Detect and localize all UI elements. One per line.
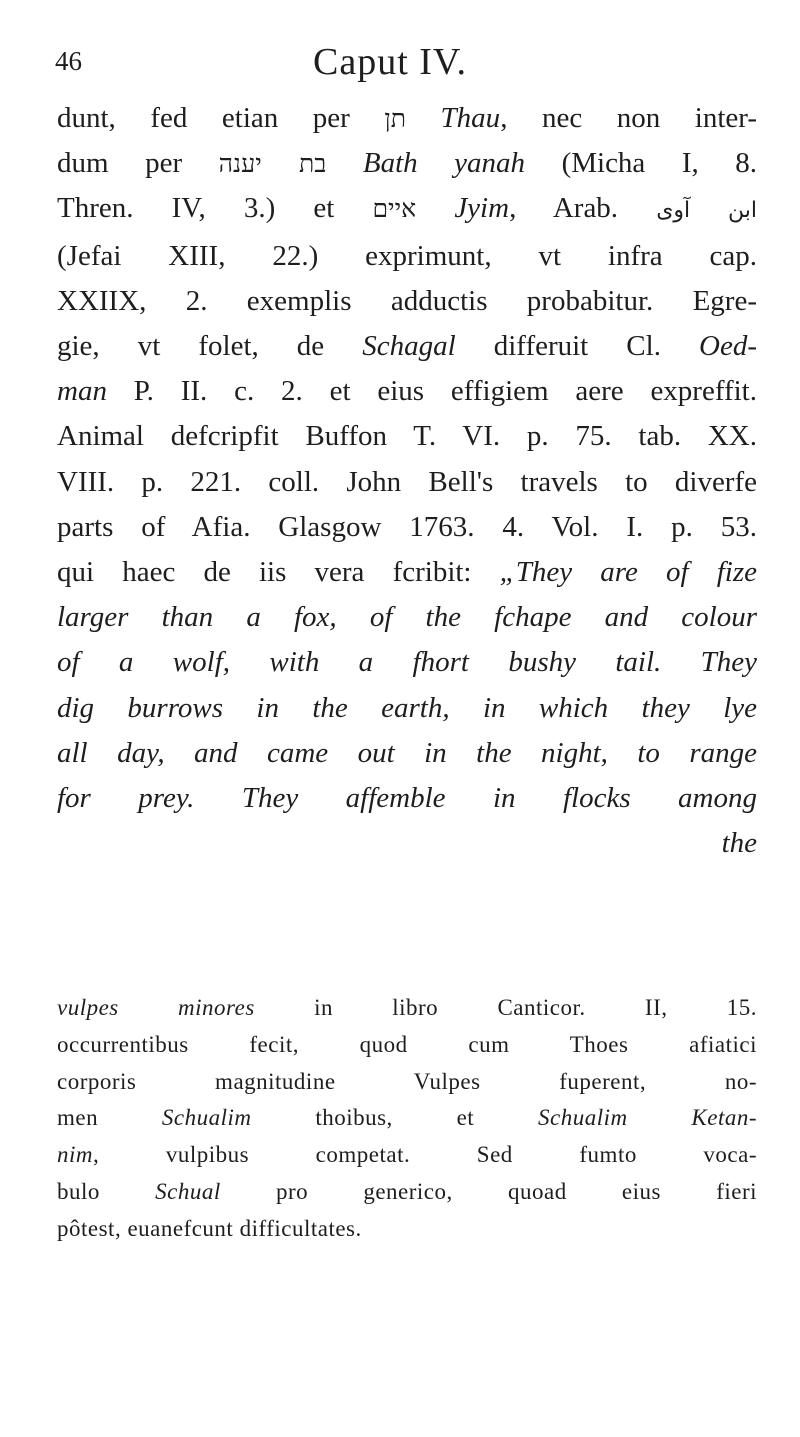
text-line-11 — [57, 550, 757, 595]
text-line-9: VIII. p. 221. coll. John Bell's travels to diverfe — [57, 465, 757, 498]
text-run — [406, 102, 441, 134]
text-line-2 — [57, 141, 757, 186]
text-run: P. II. c. 2. et eius effigiem aere expreffit. — [106, 375, 757, 408]
hebrew-word: תן — [384, 104, 406, 133]
text-run: (Micha I, 8. — [525, 147, 757, 180]
text-run: thoibus, et — [251, 1105, 538, 1131]
italic-word: Schualim — [161, 1105, 252, 1131]
running-head: Caput IV. — [313, 41, 467, 83]
text-line-5: XXIIX, 2. exemplis adductis probabitur. Egre- — [57, 284, 757, 317]
page-number: 46 — [55, 46, 82, 76]
text-run: gie, vt folet, de — [57, 330, 363, 363]
italic-word: Thau — [440, 102, 501, 134]
text-line-16: for prey. They affemble in flocks among — [57, 782, 757, 815]
footnote — [57, 990, 757, 1248]
text-run: men — [57, 1105, 162, 1131]
text-line-6 — [57, 324, 757, 369]
italic-word: nim — [57, 1142, 93, 1168]
italic-quote: „They are of fize — [499, 556, 757, 589]
text-run: bulo — [57, 1178, 156, 1204]
hebrew-word: בת יענה — [218, 149, 327, 179]
arabic-word: ابن آوى — [656, 198, 757, 224]
italic-word: Schualim Ketan- — [538, 1105, 757, 1131]
footnote-line-3: corporis magnitudine Vulpes fuperent, no- — [57, 1068, 757, 1094]
text-line-14: dig burrows in the earth, in which they lye — [57, 691, 757, 724]
text-line-15: all day, and came out in the night, to range — [57, 736, 757, 769]
text-run: Thren. IV, 3.) et — [57, 192, 373, 225]
text-line-7 — [57, 369, 757, 414]
italic-word: man — [57, 375, 107, 408]
italic-word: vulpes minores — [57, 995, 255, 1020]
text-run: , nec non inter- — [500, 102, 757, 134]
text-line-8: Animal defcripfit Buffon T. VI. p. 75. tab. XX. — [57, 420, 757, 453]
text-line-13: of a wolf, with a fhort bushy tail. They — [57, 646, 757, 679]
text-line-12: larger than a fox, of the fchape and colour — [57, 601, 757, 634]
italic-word: Schagal — [362, 330, 456, 363]
page-header — [55, 40, 755, 90]
text-run: differuit Cl. — [455, 330, 700, 363]
footnote-line-2: occurrentibus fecit, quod cum Thoes afiatici — [57, 1031, 757, 1057]
text-run — [416, 192, 454, 224]
footnote-line-6 — [57, 1174, 757, 1211]
text-run: , vulpibus competat. Sed fumto voca- — [93, 1142, 757, 1168]
catchword: the — [721, 827, 757, 860]
text-run: in libro Canticor. II, 15. — [254, 995, 757, 1020]
text-run — [326, 147, 363, 179]
italic-word: Oed- — [699, 330, 757, 363]
text-run: dum per — [57, 147, 219, 180]
text-line-3 — [57, 186, 757, 233]
italic-word: Jyim — [454, 192, 510, 225]
text-run: pro generico, quoad eius fieri — [220, 1178, 757, 1204]
hebrew-word: איים — [372, 194, 417, 224]
italic-word: Schual — [155, 1178, 221, 1204]
footnote-line-1 — [57, 990, 757, 1027]
footnote-line-4 — [57, 1100, 757, 1137]
footnote-line-5 — [57, 1137, 757, 1174]
text-line-1 — [57, 96, 757, 141]
text-line-10: parts of Afia. Glasgow 1763. 4. Vol. I. p. 53. — [57, 510, 757, 543]
main-text — [57, 96, 757, 866]
text-run: qui haec de iis vera fcribit: — [57, 556, 500, 589]
text-run: dunt, fed etian per — [57, 102, 385, 134]
footnote-line-7: pôtest, euanefcunt difficultates. — [57, 1215, 362, 1241]
text-line-4: (Jefai XIII, 22.) exprimunt, vt infra cap. — [57, 239, 757, 272]
text-run: , Arab. — [509, 192, 657, 225]
italic-word: Bath yanah — [362, 147, 526, 180]
